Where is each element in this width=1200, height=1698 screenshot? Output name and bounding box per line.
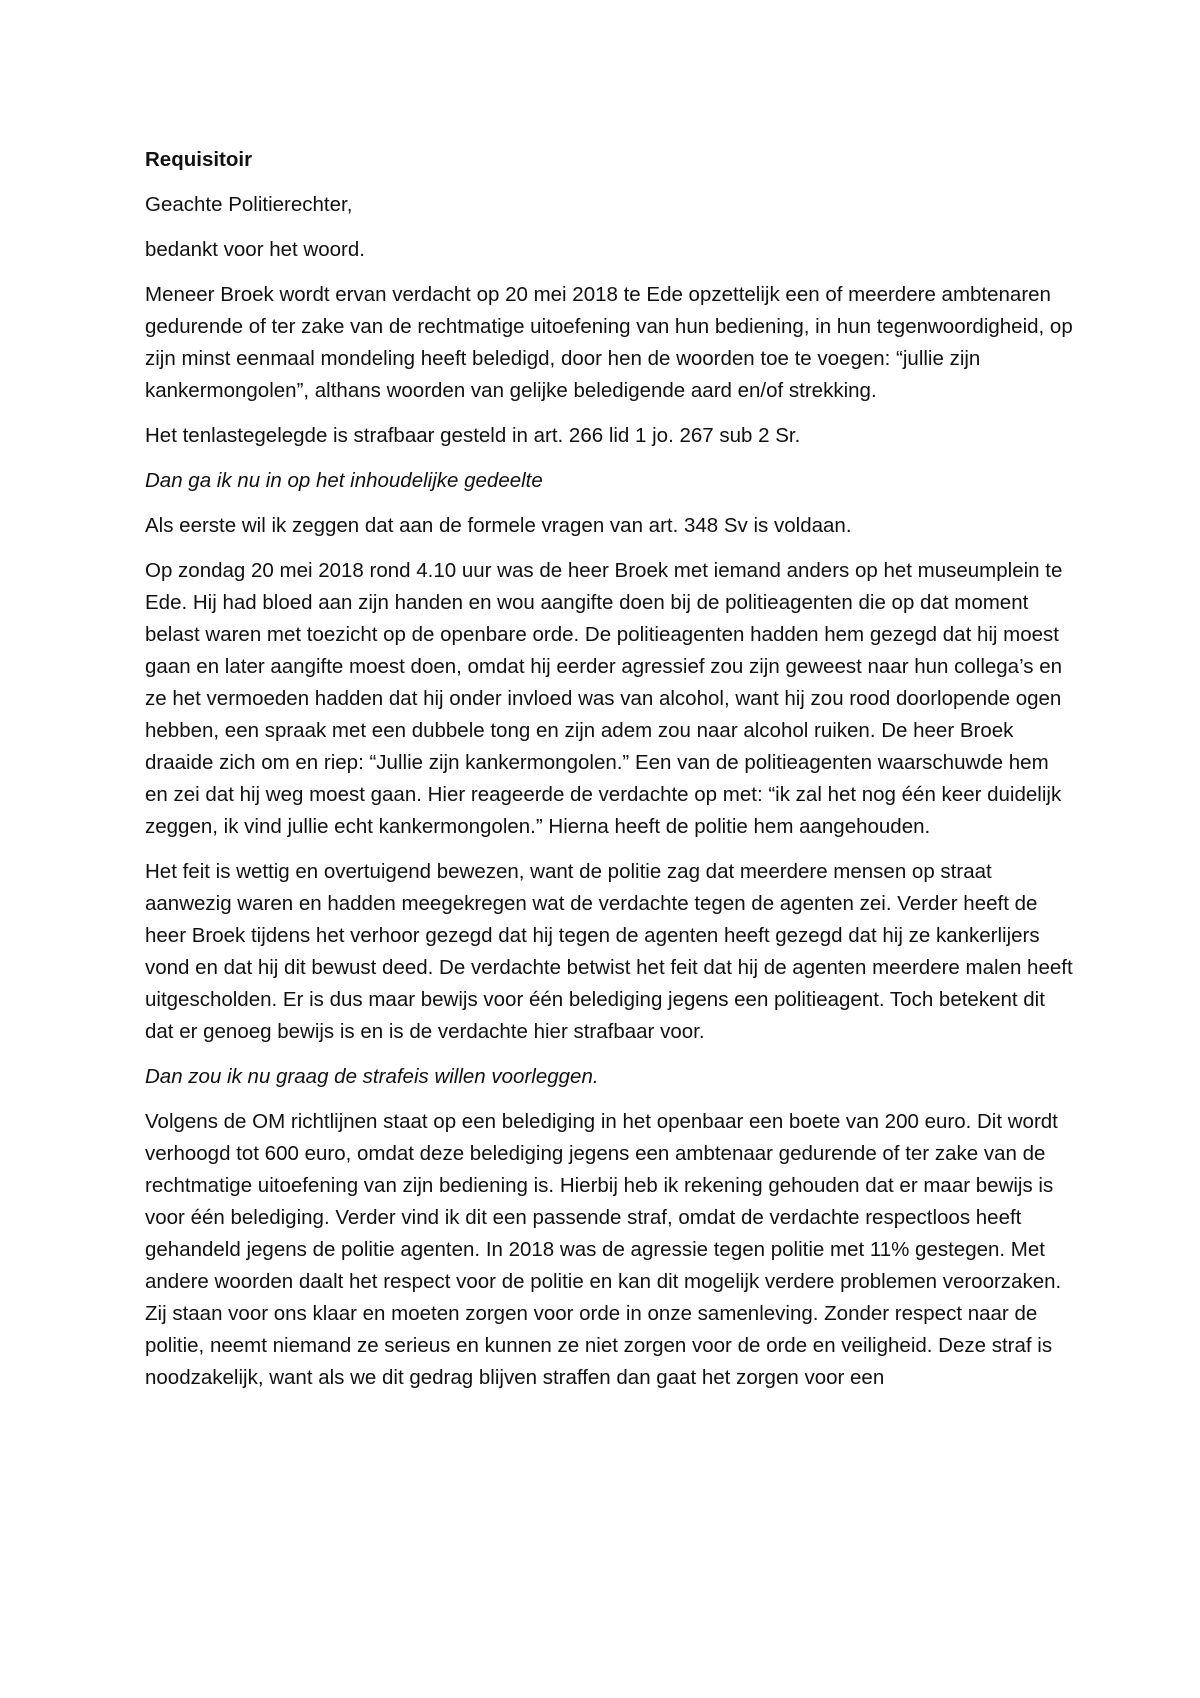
document-body bbox=[145, 144, 1075, 1407]
salutation: Geachte Politierechter, bbox=[145, 193, 353, 216]
paragraph-charge: Meneer Broek wordt ervan verdacht op 20 mei 2018 te Ede opzettelijk een of meerdere ambtenaren gedurende of ter zake van de rechtmatige uitoefening van hun bediening, in hun tegenwoordigheid, op zijn minst eenmaal mondeling heeft beledigd, door hen de woorden toe te voegen: “jullie zijn kankermongolen”, althans woorden van gelijke beledigende aard en/of strekking. bbox=[145, 283, 1073, 402]
paragraph-evidence: Het feit is wettig en overtuigend bewezen, want de politie zag dat meerdere mensen op straat aanwezig waren en hadden meegekregen wat de verdachte tegen de agenten zei. Verder heeft de heer Broek tijdens het verhoor gezegd dat hij tegen de agenten heeft gezegd dat hij ze kankerlijers vond en dat hij dit bewust deed. De verdachte betwist het feit dat hij de agenten meerdere malen heeft uitgescholden. Er is dus maar bewijs voor één belediging jegens een politieagent. Toch betekent dit dat er genoeg bewijs is en is de verdachte hier strafbaar voor. bbox=[145, 860, 1073, 1043]
paragraph-formal-questions: Als eerste wil ik zeggen dat aan de formele vragen van art. 348 Sv is voldaan. bbox=[145, 514, 852, 537]
section-heading-content: Dan ga ik nu in op het inhoudelijke gedeelte bbox=[145, 469, 543, 492]
thanks-line: bedankt voor het woord. bbox=[145, 238, 365, 261]
paragraph-legal-basis: Het tenlastegelegde is strafbaar gesteld in art. 266 lid 1 jo. 267 sub 2 Sr. bbox=[145, 424, 801, 447]
paragraph-facts: Op zondag 20 mei 2018 rond 4.10 uur was de heer Broek met iemand anders op het museumplein te Ede. Hij had bloed aan zijn handen en wou aangifte doen bij de politieagenten die op dat moment belast waren met toezicht op de openbare orde. De politieagenten hadden hem gezegd dat hij moest gaan en later aangifte moest doen, omdat hij eerder agressief zou zijn geweest naar hun collega’s en ze het vermoeden hadden dat hij onder invloed was van alcohol, want hij zou rood doorlopende ogen hebben, een spraak met een dubbele tong en zijn adem zou naar alcohol ruiken. De heer Broek draaide zich om en riep: “Jullie zijn kankermongolen.” Een van de politieagenten waarschuwde hem en zei dat hij weg moest gaan. Hier reageerde de verdachte op met: “ik zal het nog één keer duidelijk zeggen, ik vind jullie echt kankermongolen.” Hierna heeft de politie hem aangehouden. bbox=[145, 559, 1063, 838]
paragraph-sentence-demand: Volgens de OM richtlijnen staat op een belediging in het openbaar een boete van 200 euro. Dit wordt verhoogd tot 600 euro, omdat deze belediging jegens een ambtenaar gedurende of ter zake van de rechtmatige uitoefening van zijn bediening is. Hierbij heb ik rekening gehouden dat er maar bewijs is voor één belediging. Verder vind ik dit een passende straf, omdat de verdachte respectloos heeft gehandeld jegens de politie agenten. In 2018 was de agressie tegen politie met 11% gestegen. Met andere woorden daalt het respect voor de politie en kan dit mogelijk verdere problemen veroorzaken. Zij staan voor ons klaar en moeten zorgen voor orde in onze samenleving. Zonder respect naar de politie, neemt niemand ze serieus en kunnen ze niet zorgen voor de orde en veiligheid. Deze straf is noodzakelijk, want als we dit gedrag blijven straffen dan gaat het zorgen voor een bbox=[145, 1110, 1062, 1389]
section-heading-sentence: Dan zou ik nu graag de strafeis willen voorleggen. bbox=[145, 1065, 599, 1088]
document-title: Requisitoir bbox=[145, 148, 253, 171]
